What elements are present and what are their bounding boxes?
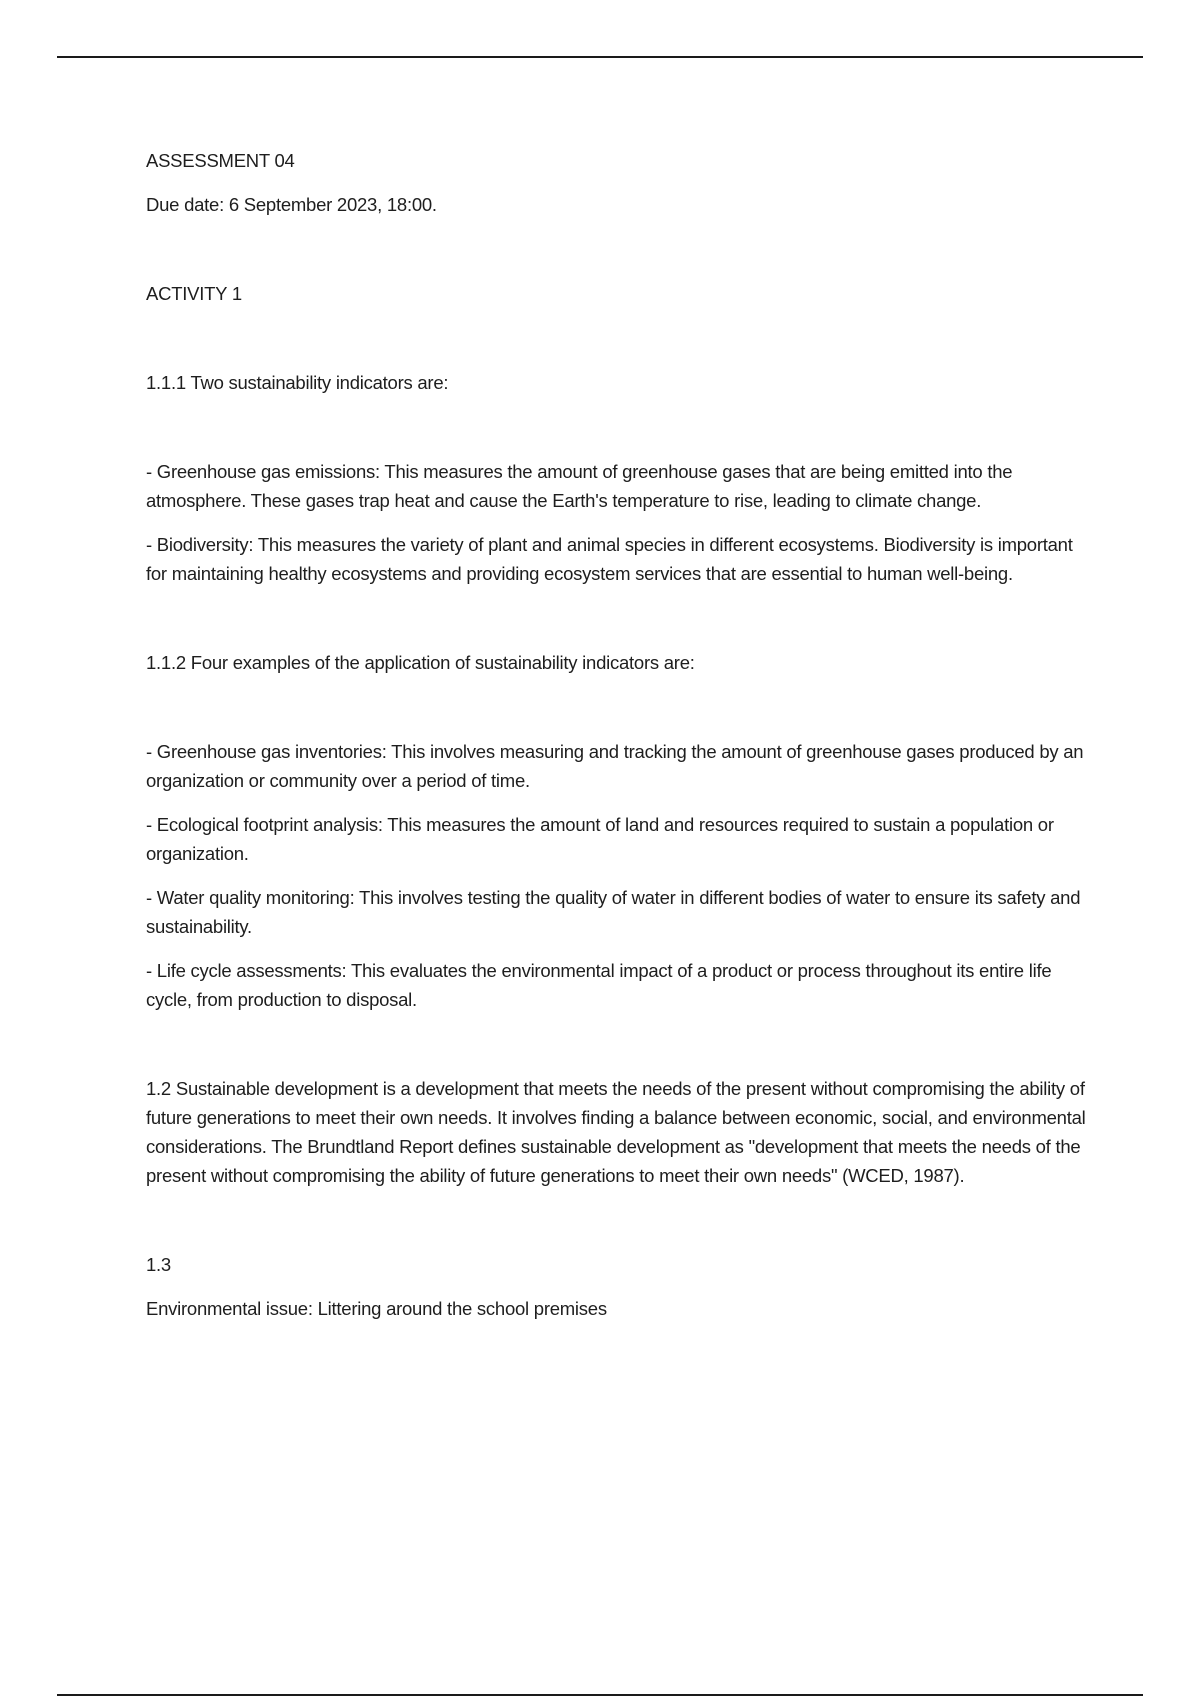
indicator-item: - Greenhouse gas emissions: This measures the amount of greenhouse gases that are being emitted into the atmosphere. These gases trap heat and cause the Earth's temperature to rise, leading to climate change. — [146, 461, 1013, 511]
question-1-2-answer: 1.2 Sustainable development is a development that meets the needs of the present without compromising the ability of future generations to meet their own needs. It involves finding a balance between economic, social, and environmental considerations. The Brundtland Report defines sustainable development as "development that meets the needs of the present without compromising the ability of future generations to meet their own needs" (WCED, 1987). — [146, 1078, 1086, 1186]
question-1-1-2-heading: 1.1.2 Four examples of the application of sustainability indicators are: — [146, 652, 695, 673]
document-body — [146, 146, 1094, 1323]
application-item: - Life cycle assessments: This evaluates the environmental impact of a product or process throughout its entire life cycle, from production to disposal. — [146, 960, 1052, 1010]
assessment-title: ASSESSMENT 04 — [146, 150, 295, 171]
top-rule — [57, 56, 1143, 58]
application-item: - Water quality monitoring: This involves testing the quality of water in different bodies of water to ensure its safety and sustainability. — [146, 887, 1081, 937]
question-1-1-1-heading: 1.1.1 Two sustainability indicators are: — [146, 372, 449, 393]
environmental-issue: Environmental issue: Littering around the school premises — [146, 1298, 607, 1319]
activity-title: ACTIVITY 1 — [146, 283, 242, 304]
bottom-rule — [57, 1694, 1143, 1696]
question-1-3-number: 1.3 — [146, 1254, 171, 1275]
indicator-item: - Biodiversity: This measures the variety of plant and animal species in different ecosystems. Biodiversity is important for maintaining healthy ecosystems and providing ecosystem services that are essential to human well-being. — [146, 534, 1073, 584]
due-date: Due date: 6 September 2023, 18:00. — [146, 194, 437, 215]
application-item: - Greenhouse gas inventories: This involves measuring and tracking the amount of greenhouse gases produced by an organization or community over a period of time. — [146, 741, 1084, 791]
application-item: - Ecological footprint analysis: This measures the amount of land and resources required to sustain a population or organization. — [146, 814, 1054, 864]
